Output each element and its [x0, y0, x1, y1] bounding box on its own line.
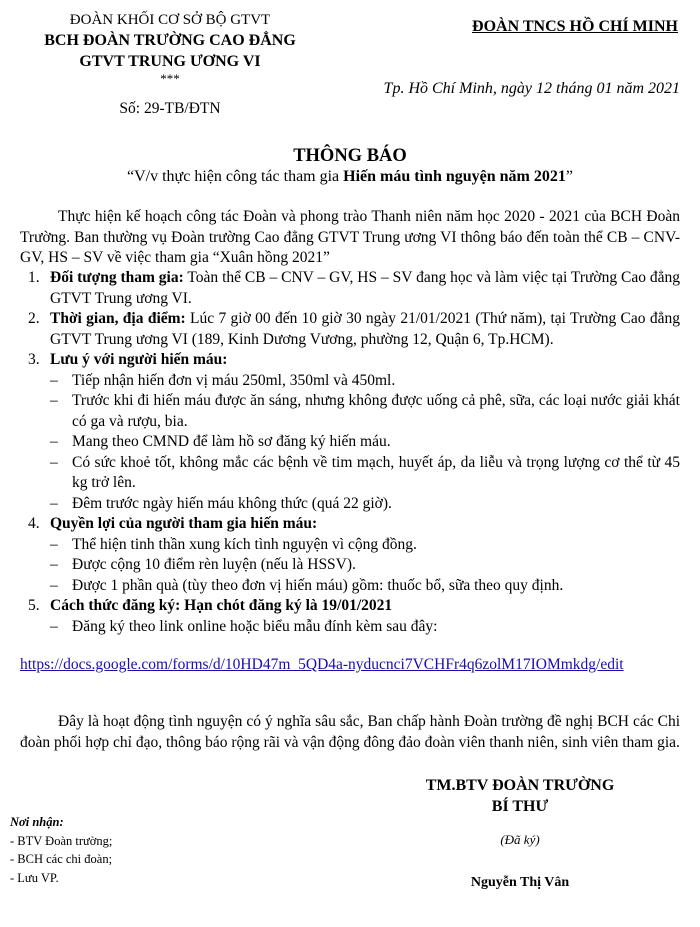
signature-block — [370, 775, 670, 817]
notice-item — [20, 309, 680, 350]
document-date: Tp. Hồ Chí Minh, ngày 12 tháng 01 năm 2021 — [383, 80, 680, 97]
sub-item — [50, 371, 680, 392]
registration-form-link[interactable]: https://docs.google.com/forms/d/10HD47m_5QD4a-nyducnci7VCHFr4q6zolM17IOMmkdg/edit — [20, 656, 624, 673]
org-name-line2: GTVT TRUNG ƯƠNG VI — [79, 53, 261, 70]
dash-icon: – — [50, 392, 58, 409]
org-parent: ĐOÀN KHỐI CƠ SỞ BỘ GTVT — [69, 12, 271, 28]
item-number: 5. — [28, 597, 40, 614]
dash-icon: – — [50, 535, 58, 553]
intro-paragraph: Thực hiện kế hoạch công tác Đoàn và phong trào Thanh niên năm học 2020 - 2021 của BCH Đoàn Trường. Ban thường vụ Đoàn trường Cao đẳng GTVT Trung ương VI thông báo đến toàn thể CB – CNV- GV, HS – SV về việc tham gia “Xuân hồng 2021” — [20, 208, 680, 266]
notice-item — [20, 596, 680, 637]
document-title: THÔNG BÁO — [293, 146, 407, 166]
union-name: ĐOÀN TNCS HỒ CHÍ MINH — [472, 18, 678, 35]
sub-item-text: Đêm trước ngày hiến máu không thức (quá 22 giờ). — [72, 494, 392, 512]
signed-note: (Đã ký) — [500, 832, 540, 847]
sub-item-text: Mang theo CMND để làm hồ sơ đăng ký hiến máu. — [72, 433, 391, 450]
item-text: Lúc 7 giờ 00 đến 10 giờ 30 ngày 21/01/2021 (Thứ năm), tại Trường Cao đẳng GTVT Trung ương VI (189, Kinh Dương Vương, phường 12, Quận 6, Tp.HCM). — [50, 310, 680, 348]
recipient-item: - BCH các chi đoàn; — [10, 852, 113, 866]
dash-icon: – — [50, 617, 58, 635]
dash-icon: – — [50, 556, 58, 573]
notice-items — [20, 268, 680, 637]
sub-item — [50, 555, 680, 576]
dash-icon: – — [50, 371, 58, 389]
item-label: Quyền lợi của người tham gia hiến máu: — [50, 515, 318, 532]
sub-item — [50, 617, 680, 638]
sub-item — [50, 391, 680, 432]
recipients-title: Nơi nhận: — [10, 815, 64, 829]
recipient-item: - Lưu VP. — [10, 870, 59, 885]
sub-item-text: Thể hiện tinh thần xung kích tình nguyện vì cộng đồng. — [72, 535, 417, 553]
recipients-block — [10, 813, 270, 887]
item-label: Cách thức đăng ký: Hạn chót đăng ký là 19/01/2021 — [50, 597, 393, 614]
signer-name: Nguyễn Thị Vân — [470, 875, 570, 890]
document-number: Số: 29-TB/ĐTN — [119, 100, 221, 117]
notice-item — [20, 514, 680, 596]
signature-title: TM.BTV ĐOÀN TRƯỜNG — [425, 777, 615, 794]
recipient-item: - BTV Đoàn trường; — [10, 833, 113, 848]
sub-item — [50, 535, 680, 556]
sub-list — [50, 371, 680, 515]
sub-item-text: Tiếp nhận hiến đơn vị máu 250ml, 350ml và 450ml. — [72, 371, 396, 389]
closing-paragraph: Đây là hoạt động tình nguyện có ý nghĩa sâu sắc, Ban chấp hành Đoàn trường đề nghị BCH các Chi đoàn phối hợp chỉ đạo, thông báo rộng rãi và vận động đông đảo đoàn viên thanh niên, sinh viên tham gia. — [20, 713, 680, 751]
item-label: Thời gian, địa điểm: — [50, 310, 186, 327]
item-number: 2. — [28, 310, 40, 327]
signature-role: BÍ THƯ — [491, 798, 549, 815]
item-label: Lưu ý với người hiến máu: — [50, 351, 228, 368]
notice-item — [20, 350, 680, 514]
sub-item-text: Được 1 phần quà (tùy theo đơn vị hiến máu) gồm: thuốc bổ, sữa theo quy định. — [72, 576, 564, 594]
sub-item — [50, 453, 680, 494]
sub-list — [50, 617, 680, 638]
sub-item — [50, 494, 680, 515]
sub-item-text: Được cộng 10 điểm rèn luyện (nếu là HSSV). — [72, 556, 356, 573]
item-label: Đối tượng tham gia: — [50, 269, 184, 286]
org-name-line1: BCH ĐOÀN TRƯỜNG CAO ĐẲNG — [44, 32, 296, 49]
subtitle-bold: Hiến máu tình nguyện năm 2021 — [343, 168, 566, 185]
document-subtitle — [0, 168, 700, 186]
item-number: 4. — [28, 515, 40, 532]
item-text: Toàn thể CB – CNV – GV, HS – SV đang học và làm việc tại Trường Cao đẳng GTVT Trung ương VI. — [50, 269, 680, 307]
org-separator: *** — [160, 71, 180, 86]
subtitle-prefix: “V/v thực hiện công tác tham gia — [127, 168, 344, 185]
dash-icon: – — [50, 453, 58, 471]
notice-item — [20, 268, 680, 309]
sub-item-text: Có sức khoẻ tốt, không mắc các bệnh về tim mạch, huyết áp, da liễu và trọng lượng cơ thể từ 45 kg trở lên. — [72, 453, 680, 491]
dash-icon: – — [50, 576, 58, 594]
sub-list — [50, 535, 680, 597]
dash-icon: – — [50, 433, 58, 450]
org-header — [20, 10, 320, 85]
dash-icon: – — [50, 494, 58, 512]
sub-item — [50, 432, 680, 453]
item-number: 3. — [28, 351, 40, 368]
item-number: 1. — [28, 269, 40, 286]
subtitle-suffix: ” — [565, 168, 573, 185]
sub-item — [50, 576, 680, 597]
sub-item-text: Trước khi đi hiến máu được ăn sáng, nhưng không được uống cả phê, sữa, các loại nước giải khát có ga và rượu, bia. — [72, 392, 680, 430]
sub-item-text: Đăng ký theo link online hoặc biểu mẫu đính kèm sau đây: — [72, 617, 438, 635]
